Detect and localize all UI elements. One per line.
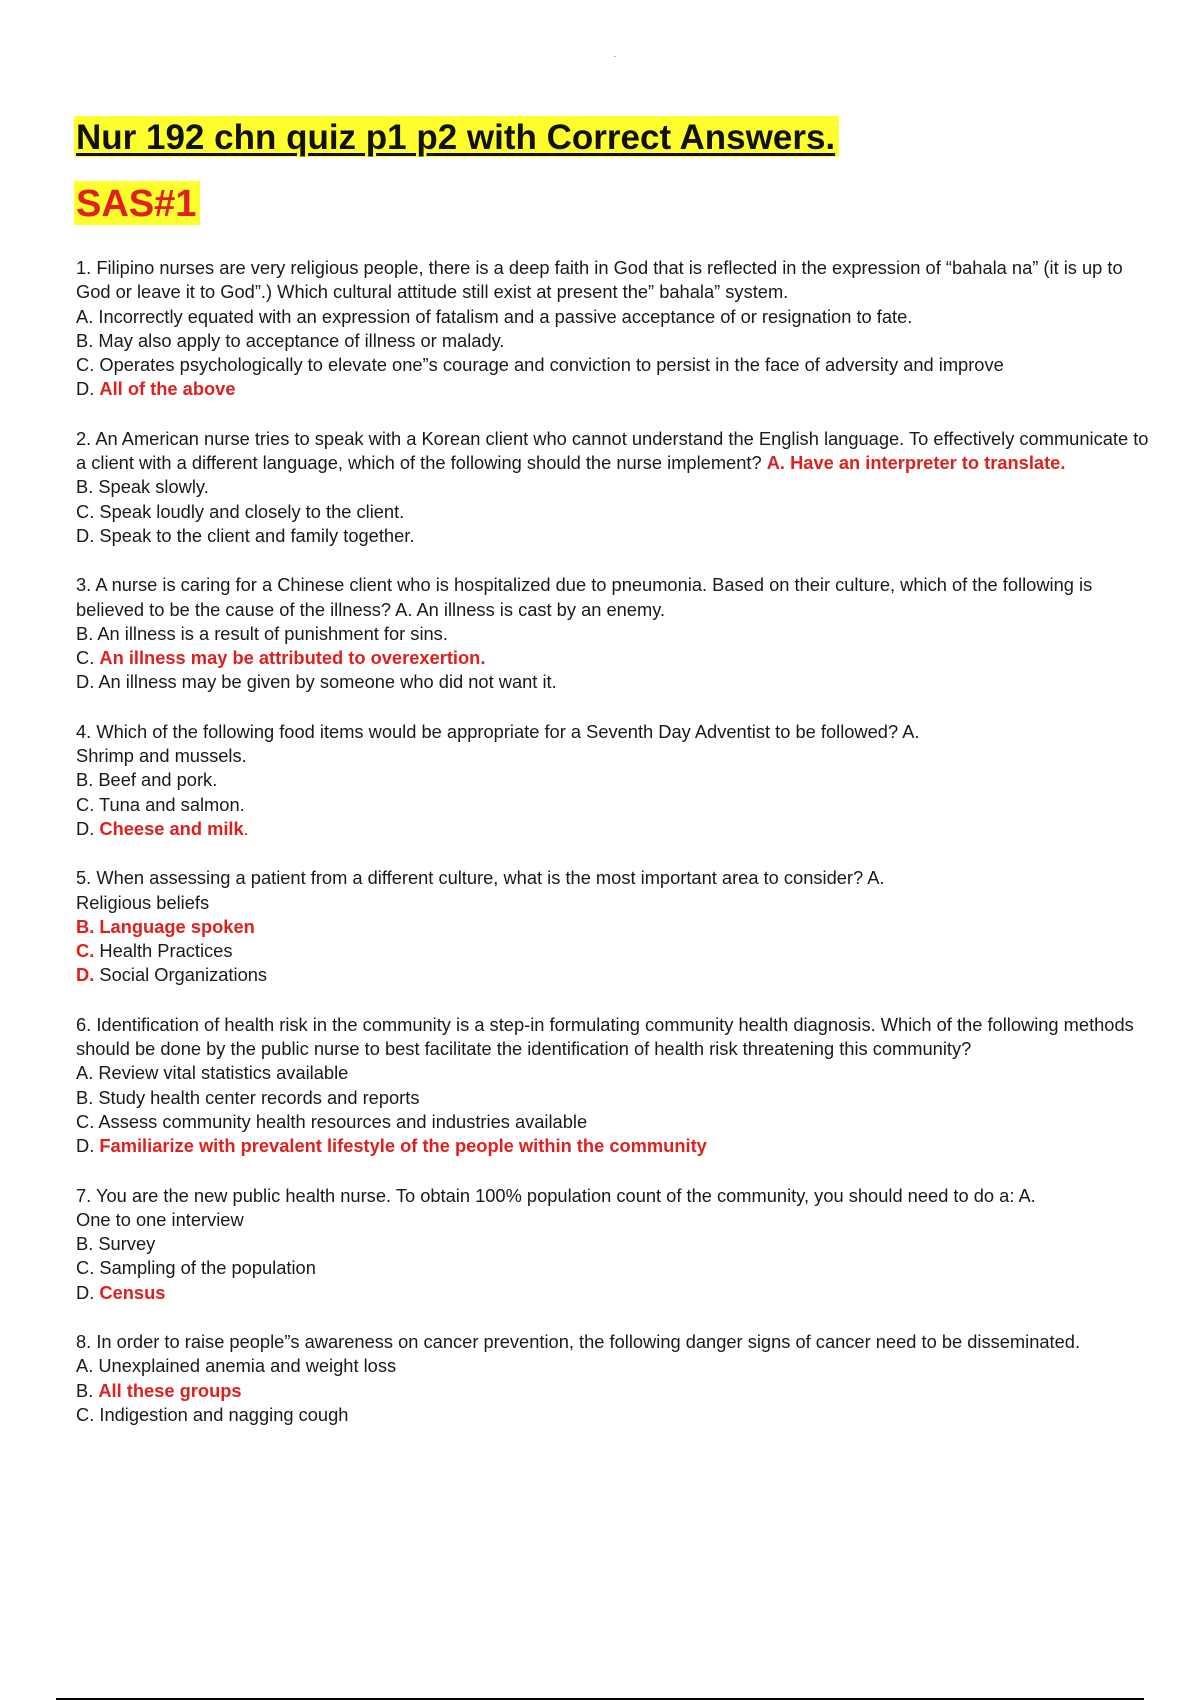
question-5 <box>76 866 1158 987</box>
option-a <box>76 1208 1158 1232</box>
option-prefix: C. <box>76 1403 100 1425</box>
question-6 <box>76 1013 1158 1159</box>
option-d <box>76 524 1158 548</box>
option-c <box>76 939 1158 963</box>
page-mark <box>614 56 616 57</box>
option-prefix: C. <box>76 1257 100 1279</box>
option-c <box>76 500 1158 524</box>
option-text: Shrimp and mussels. <box>76 745 247 767</box>
option-prefix: B. <box>76 1086 99 1108</box>
option-a <box>76 1061 1158 1085</box>
option-prefix: B. <box>76 329 99 351</box>
option-prefix: B. <box>76 476 99 498</box>
title-highlight: Nur 192 chn quiz p1 p2 with Correct Answers. <box>74 116 839 157</box>
question-3 <box>76 573 1158 694</box>
option-c <box>76 1403 1158 1427</box>
option-prefix: A. <box>76 1355 99 1377</box>
question-7 <box>76 1184 1158 1305</box>
option-b-correct <box>76 915 1158 939</box>
option-prefix: B. <box>76 1233 99 1255</box>
option-prefix: B. <box>76 1379 99 1401</box>
document-title <box>74 118 839 158</box>
correct-answer: A. Have an interpreter to translate. <box>766 452 1066 474</box>
option-c <box>76 1256 1158 1280</box>
option-prefix: B. <box>76 915 100 937</box>
question-1 <box>76 256 1158 402</box>
option-prefix: D. <box>76 1135 100 1157</box>
question-text: 7. You are the new public health nurse. To obtain 100% population count of the community, you should need to do a: A. <box>76 1184 1036 1206</box>
option-prefix: B. <box>76 769 99 791</box>
section-heading <box>74 183 200 227</box>
question-text: 3. A nurse is caring for a Chinese client who is hospitalized due to pneumonia. Based on their culture, which of the following is believed to be the cause of the illness? A. An illness is cast by an enemy. <box>76 574 1093 620</box>
option-text: Sampling of the population <box>99 1257 316 1279</box>
option-c-correct <box>76 646 1158 670</box>
option-prefix: C. <box>76 500 100 522</box>
option-text: Social Organizations <box>99 964 268 986</box>
option-text: Survey <box>98 1233 156 1255</box>
option-d <box>76 963 1158 987</box>
option-text: Operates psychologically to elevate one”s courage and conviction to persist in the face of adversity and improve <box>99 354 1004 376</box>
option-a <box>76 744 1158 768</box>
option-text: May also apply to acceptance of illness or malady. <box>98 329 505 351</box>
option-d-correct <box>76 817 1158 841</box>
option-c <box>76 353 1158 377</box>
option-text: Unexplained anemia and weight loss <box>98 1355 397 1377</box>
option-text: Speak loudly and closely to the client. <box>99 500 405 522</box>
option-prefix: D. <box>76 1281 100 1303</box>
option-text: Tuna and salmon. <box>99 793 245 815</box>
correct-answer: All these groups <box>98 1379 242 1401</box>
option-text: An illness is a result of punishment for sins. <box>97 622 448 644</box>
option-prefix: D. <box>76 964 100 986</box>
question-4 <box>76 720 1158 841</box>
option-text: Review vital statistics available <box>98 1062 349 1084</box>
option-prefix: D. <box>76 671 99 693</box>
correct-answer: Census <box>99 1281 166 1303</box>
correct-answer: Familiarize with prevalent lifestyle of the people within the community <box>99 1135 707 1157</box>
answer-suffix: . <box>243 817 249 839</box>
option-b <box>76 768 1158 792</box>
option-d-correct <box>76 1281 1158 1305</box>
question-text: 4. Which of the following food items would be appropriate for a Seventh Day Adventist to be followed? A. <box>76 720 920 742</box>
option-prefix: C. <box>76 793 100 815</box>
option-b <box>76 475 1158 499</box>
question-text: 5. When assessing a patient from a different culture, what is the most important area to consider? A. <box>76 867 885 889</box>
option-a <box>76 1354 1158 1378</box>
correct-answer: All of the above <box>99 378 236 400</box>
correct-answer: Cheese and milk <box>99 817 244 839</box>
option-text: Speak to the client and family together. <box>99 524 415 546</box>
option-prefix: D. <box>76 378 100 400</box>
option-text: One to one interview <box>76 1208 244 1230</box>
option-a <box>76 891 1158 915</box>
option-b <box>76 1232 1158 1256</box>
option-prefix: D. <box>76 524 100 546</box>
option-text: An illness may be given by someone who did not want it. <box>98 671 557 693</box>
option-text: Indigestion and nagging cough <box>99 1403 349 1425</box>
question-text: 1. Filipino nurses are very religious people, there is a deep faith in God that is reflected in the expression of “bahala na” (it is up to God or leave it to God”.) Which cultural attitude still exist at present the” bahala” system. <box>76 257 1123 303</box>
option-prefix: A. <box>76 1062 99 1084</box>
question-stem: 2. An American nurse tries to speak with a Korean client who cannot understand the English language. To effectively communicate to a client with a different language, which of the following should the nurse implement? <box>76 427 1149 474</box>
option-b <box>76 1086 1158 1110</box>
option-text: Health Practices <box>99 940 233 962</box>
option-text: Speak slowly. <box>98 476 209 498</box>
option-prefix: C. <box>76 940 100 962</box>
option-text: Religious beliefs <box>76 891 210 913</box>
option-prefix: C. <box>76 647 100 669</box>
option-d-correct <box>76 1134 1158 1158</box>
question-text: 8. In order to raise people”s awareness on cancer prevention, the following danger signs of cancer need to be disseminated. <box>76 1330 1081 1352</box>
question-text <box>76 427 1158 476</box>
question-list <box>76 256 1158 1452</box>
option-a <box>76 305 1158 329</box>
section-highlight: SAS#1 <box>74 181 200 225</box>
option-d <box>76 670 1158 694</box>
question-8 <box>76 1330 1158 1427</box>
option-b <box>76 329 1158 353</box>
option-b <box>76 622 1158 646</box>
option-c <box>76 793 1158 817</box>
question-2 <box>76 427 1158 548</box>
option-b-correct <box>76 1379 1158 1403</box>
correct-answer: Language spoken <box>99 915 255 937</box>
option-text: Study health center records and reports <box>98 1086 420 1108</box>
option-c <box>76 1110 1158 1134</box>
option-prefix: B. <box>76 622 98 644</box>
option-prefix: C. <box>76 1110 99 1132</box>
question-text: 6. Identification of health risk in the community is a step-in formulating community health diagnosis. Which of the following methods should be done by the public nurse to best facilitate the identification of health risk threatening this community? <box>76 1013 1134 1060</box>
correct-answer: An illness may be attributed to overexertion. <box>99 647 486 669</box>
option-prefix: C. <box>76 354 100 376</box>
option-text: Assess community health resources and industries available <box>98 1110 588 1132</box>
option-text: Incorrectly equated with an expression of fatalism and a passive acceptance of or resignation to fate. <box>98 305 913 327</box>
option-text: Beef and pork. <box>98 769 218 791</box>
option-prefix: A. <box>76 305 99 327</box>
option-d-correct <box>76 377 1158 401</box>
option-prefix: D. <box>76 817 100 839</box>
